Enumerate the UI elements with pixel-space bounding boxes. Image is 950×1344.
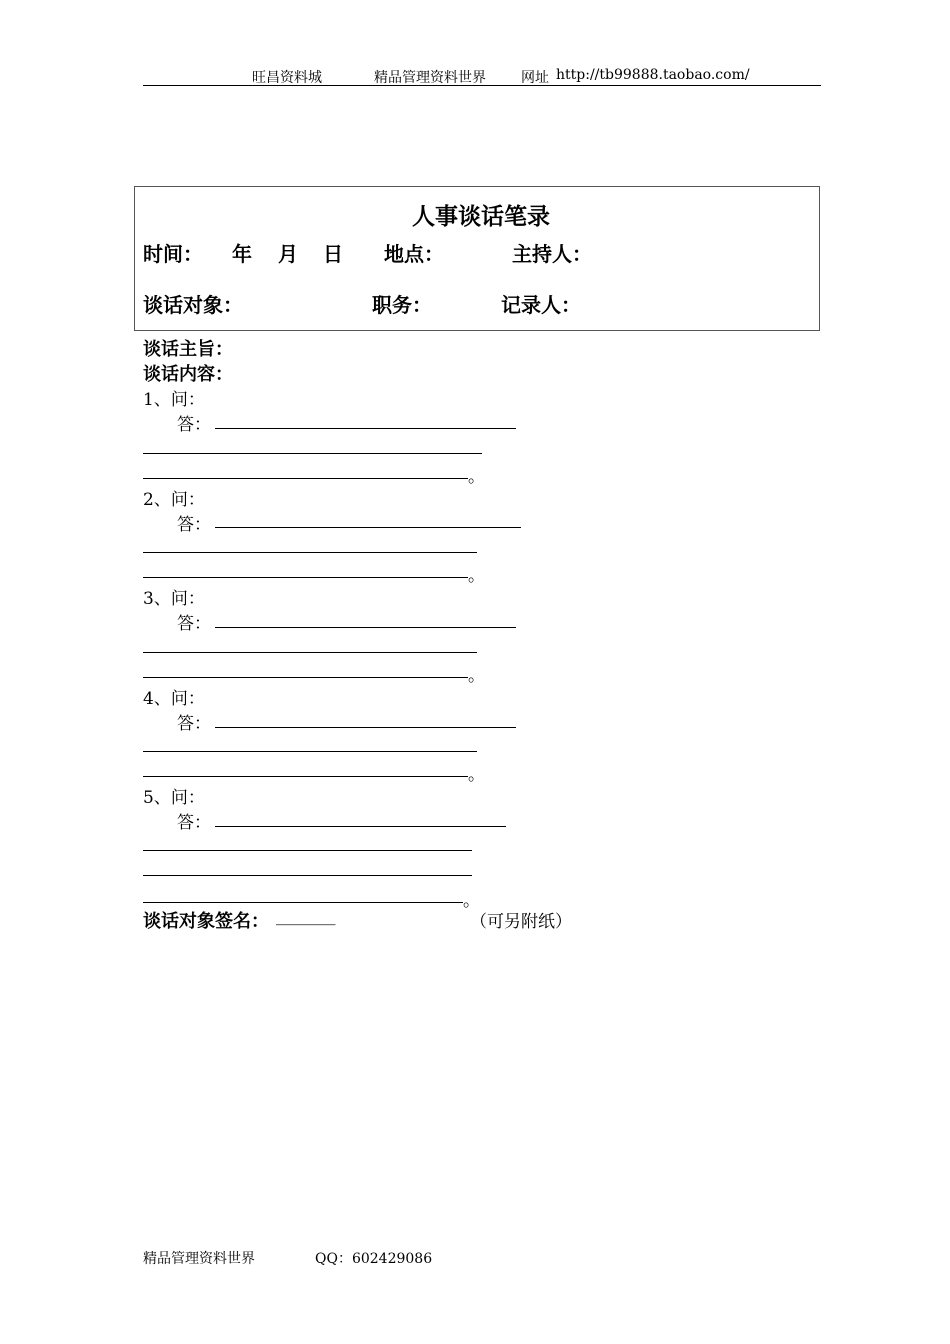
answer-3-end-mark: 。 xyxy=(468,666,485,686)
answer-2-line-2[interactable] xyxy=(143,552,477,553)
answer-2-line-1[interactable] xyxy=(215,527,521,528)
answer-1-line-2[interactable] xyxy=(143,453,482,454)
year-label: 年 xyxy=(232,242,252,266)
answer-4-line-2[interactable] xyxy=(143,751,477,752)
answer-4-label: 答： xyxy=(177,714,211,734)
signature-label: 谈话对象签名： xyxy=(143,911,269,932)
signature-note: （可另附纸） xyxy=(470,912,572,932)
answer-1-line-1[interactable] xyxy=(215,428,516,429)
host-label: 主持人： xyxy=(512,242,592,266)
answer-5-line-4[interactable] xyxy=(143,902,463,903)
header-url-label: 网址 xyxy=(521,70,549,86)
footer-qq: QQ：602429086 xyxy=(315,1251,433,1267)
answer-2-end-mark: 。 xyxy=(468,566,485,586)
answer-5-label: 答： xyxy=(177,813,211,833)
content-label: 谈话内容： xyxy=(143,364,233,385)
answer-3-label: 答： xyxy=(177,614,211,634)
form-title: 人事谈话笔录 xyxy=(412,204,550,230)
header-slogan: 精品管理资料世界 xyxy=(374,70,486,86)
question-3: 3、问： xyxy=(143,589,205,609)
answer-4-line-3[interactable] xyxy=(143,776,468,777)
header-url[interactable]: http://tb99888.taobao.com/ xyxy=(556,67,750,83)
place-label: 地点： xyxy=(384,242,444,266)
header-brand: 旺昌资料城 xyxy=(252,70,322,86)
answer-5-line-2[interactable] xyxy=(143,850,472,851)
question-2: 2、问： xyxy=(143,490,205,510)
answer-1-line-3[interactable] xyxy=(143,478,468,479)
footer-slogan: 精品管理资料世界 xyxy=(143,1251,255,1267)
answer-2-line-3[interactable] xyxy=(143,577,468,578)
subject-label: 谈话对象： xyxy=(143,293,243,317)
answer-3-line-2[interactable] xyxy=(143,652,477,653)
day-label: 日 xyxy=(323,242,343,266)
answer-4-end-mark: 。 xyxy=(468,765,485,785)
answer-4-line-1[interactable] xyxy=(215,727,516,728)
position-label: 职务： xyxy=(372,293,432,317)
signature-blank[interactable]: _______ xyxy=(276,906,336,926)
answer-1-label: 答： xyxy=(177,415,211,435)
answer-5-line-1[interactable] xyxy=(215,826,506,827)
question-5: 5、问： xyxy=(143,788,205,808)
answer-5-end-mark: 。 xyxy=(463,891,480,911)
answer-2-label: 答： xyxy=(177,515,211,535)
answer-5-line-3[interactable] xyxy=(143,875,472,876)
question-4: 4、问： xyxy=(143,689,205,709)
answer-3-line-3[interactable] xyxy=(143,677,468,678)
answer-3-line-1[interactable] xyxy=(215,627,516,628)
purpose-label: 谈话主旨： xyxy=(143,339,233,360)
question-1: 1、问： xyxy=(143,390,205,410)
time-label: 时间： xyxy=(143,242,203,266)
answer-1-end-mark: 。 xyxy=(468,467,485,487)
recorder-label: 记录人： xyxy=(501,293,581,317)
month-label: 月 xyxy=(278,242,298,266)
header-rule xyxy=(143,85,821,86)
